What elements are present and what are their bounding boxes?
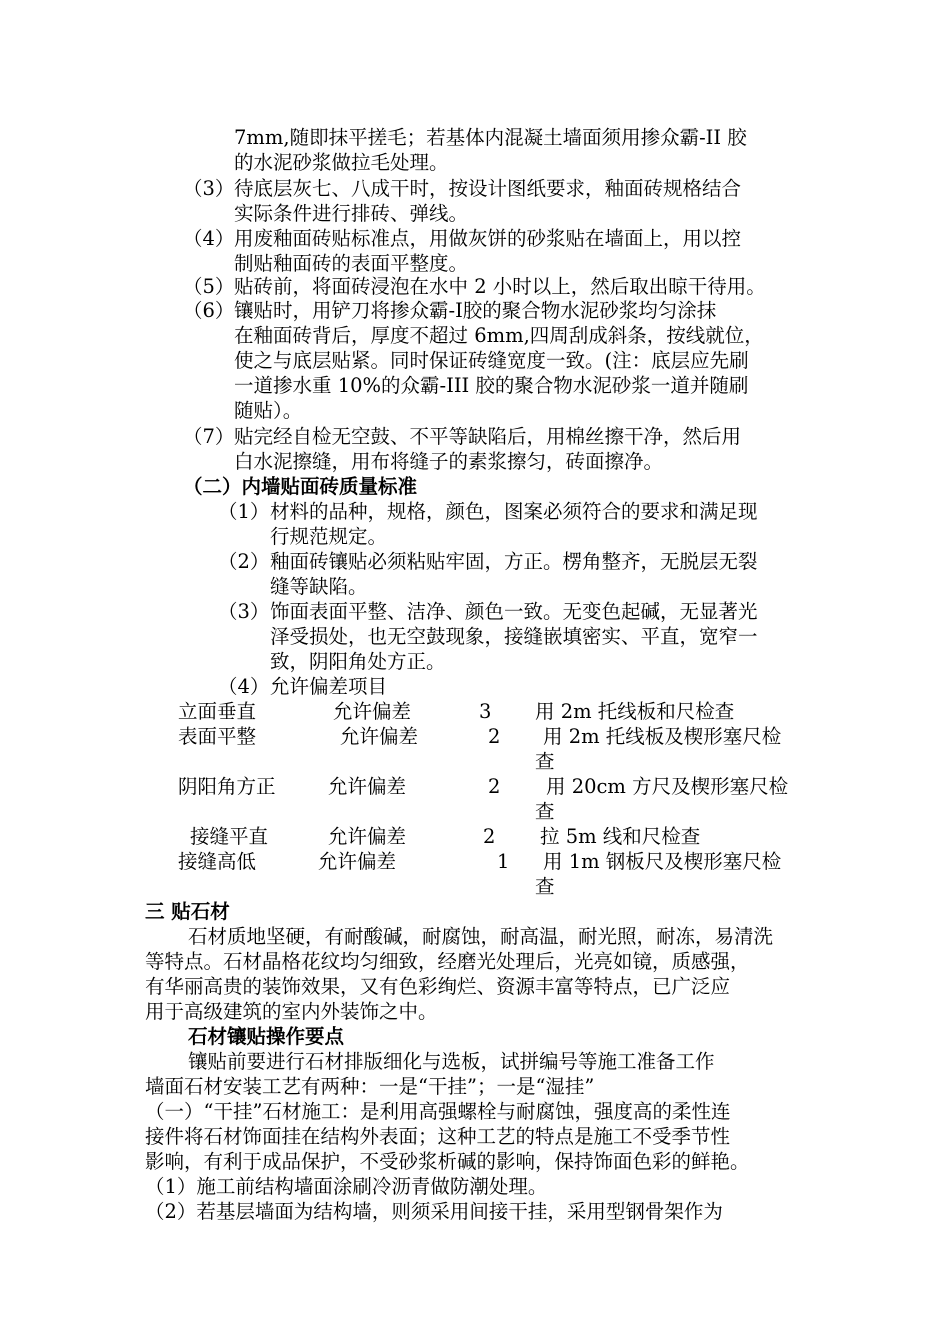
table-cell-method: 查 — [535, 800, 555, 823]
text-line: 白水泥擦缝，用布将缝子的素浆擦匀，砖面擦净。 — [234, 450, 664, 473]
text-line: 的水泥砂浆做拉毛处理。 — [234, 151, 449, 174]
text-line: 等特点。石材晶格花纹均匀细致，经磨光处理后，光亮如镜，质感强， — [145, 950, 750, 973]
text-line: 一道掺水重 10%的众霸-III 胶的聚合物水泥砂浆一道并随刷 — [234, 374, 749, 397]
text-line: 随贴）。 — [234, 399, 303, 422]
section-heading: （二）内墙贴面砖质量标准 — [183, 475, 418, 498]
item-number: （4） — [218, 675, 270, 698]
table-cell-value: 3 — [479, 700, 492, 723]
table-cell-type: 允许偏差 — [328, 775, 407, 798]
table-cell-item: 阴阳角方正 — [178, 775, 276, 798]
table-cell-type: 允许偏差 — [328, 825, 407, 848]
text-line: （2）若基层墙面为结构墙，则须采用间接干挂，采用型钢骨架作为 — [145, 1200, 723, 1223]
step-number: （4） — [183, 227, 235, 250]
table-cell-method: 查 — [535, 875, 555, 898]
table-cell-item: 接缝平直 — [190, 825, 269, 848]
text-line: （1）施工前结构墙面涂刷冷沥青做防潮处理。 — [145, 1175, 548, 1198]
text-line: 实际条件进行排砖、弹线。 — [234, 202, 469, 225]
text-line: 接件将石材饰面挂在结构外表面；这种工艺的特点是施工不受季节性 — [145, 1125, 731, 1148]
text-line: 釉面砖镶贴必须粘贴牢固，方正。楞角整齐，无脱层无裂 — [270, 550, 758, 573]
table-cell-type: 允许偏差 — [318, 850, 397, 873]
text-line: （一）“干挂”石材施工：是利用高强螺栓与耐腐蚀，强度高的柔性连 — [145, 1100, 731, 1123]
table-cell-type: 允许偏差 — [340, 725, 419, 748]
table-cell-method: 用 2m 托线板和尺检查 — [535, 700, 735, 723]
table-cell-method: 拉 5m 线和尺检查 — [540, 825, 701, 848]
text-line: 用废釉面砖贴标准点，用做灰饼的砂浆贴在墙面上，用以控 — [234, 227, 742, 250]
text-line: 7mm,随即抹平搓毛；若基体内混凝土墙面须用掺众霸-II 胶 — [234, 126, 747, 149]
table-cell-value: 2 — [488, 725, 501, 748]
text-line: 制贴釉面砖的表面平整度。 — [234, 252, 469, 275]
text-line: 待底层灰七、八成干时，按设计图纸要求，釉面砖规格结合 — [234, 177, 742, 200]
step-number: （6） — [183, 299, 235, 322]
text-line: 允许偏差项目 — [270, 675, 388, 698]
text-line: 在釉面砖背后，厚度不超过 6mm,四周刮成斜条，按线就位， — [234, 324, 764, 347]
text-line: 影响，有利于成品保护，不受砂浆析碱的影响，保持饰面色彩的鲜艳。 — [145, 1150, 750, 1173]
item-number: （3） — [218, 600, 270, 623]
text-line: 行规范规定。 — [270, 525, 388, 548]
table-cell-method: 用 2m 托线板及楔形塞尺检 — [543, 725, 782, 748]
table-cell-item: 接缝高低 — [178, 850, 257, 873]
table-cell-method: 用 1m 钢板尺及楔形塞尺检 — [543, 850, 782, 873]
table-cell-type: 允许偏差 — [333, 700, 412, 723]
subheading: 石材镶贴操作要点 — [188, 1025, 345, 1048]
text-line: 镶贴前要进行石材排版细化与选板，试拼编号等施工准备工作 — [188, 1050, 715, 1073]
text-line: 石材质地坚硬，有耐酸碱，耐腐蚀，耐高温，耐光照，耐冻，易清洗 — [188, 925, 774, 948]
step-number: （5） — [183, 275, 235, 298]
step-number: （3） — [183, 177, 235, 200]
text-line: 泽受损处，也无空鼓现象，接缝嵌填密实、平直，宽窄一 — [270, 625, 758, 648]
text-line: 贴砖前，将面砖浸泡在水中 2 小时以上，然后取出晾干待用。 — [234, 275, 766, 298]
text-line: 有华丽高贵的装饰效果，又有色彩绚烂、资源丰富等特点，已广泛应 — [145, 975, 731, 998]
step-number: （7） — [183, 425, 235, 448]
table-cell-method: 查 — [535, 750, 555, 773]
table-cell-item: 表面平整 — [178, 725, 257, 748]
table-cell-value: 1 — [497, 850, 510, 873]
text-line: 墙面石材安装工艺有两种：一是“干挂”；一是“湿挂” — [145, 1075, 595, 1098]
table-cell-value: 2 — [488, 775, 501, 798]
text-line: 贴完经自检无空鼓、不平等缺陷后，用棉丝擦干净，然后用 — [234, 425, 742, 448]
text-line: 用于高级建筑的室内外装饰之中。 — [145, 1000, 438, 1023]
text-line: 使之与底层贴紧。同时保证砖缝宽度一致。(注：底层应先刷 — [234, 349, 749, 372]
section-heading: 三 贴石材 — [145, 900, 230, 923]
text-line: 饰面表面平整、洁净、颜色一致。无变色起碱，无显著光 — [270, 600, 758, 623]
text-line: 缝等缺陷。 — [270, 575, 368, 598]
table-cell-method: 用 20cm 方尺及楔形塞尺检 — [546, 775, 789, 798]
item-number: （1） — [218, 500, 270, 523]
text-line: 致，阴阳角处方正。 — [270, 650, 446, 673]
table-cell-value: 2 — [483, 825, 496, 848]
item-number: （2） — [218, 550, 270, 573]
table-cell-item: 立面垂直 — [178, 700, 257, 723]
text-line: 材料的品种，规格，颜色，图案必须符合的要求和满足现 — [270, 500, 758, 523]
text-line: 镶贴时，用铲刀将掺众霸-Ⅰ胶的聚合物水泥砂浆均匀涂抹 — [234, 299, 717, 322]
